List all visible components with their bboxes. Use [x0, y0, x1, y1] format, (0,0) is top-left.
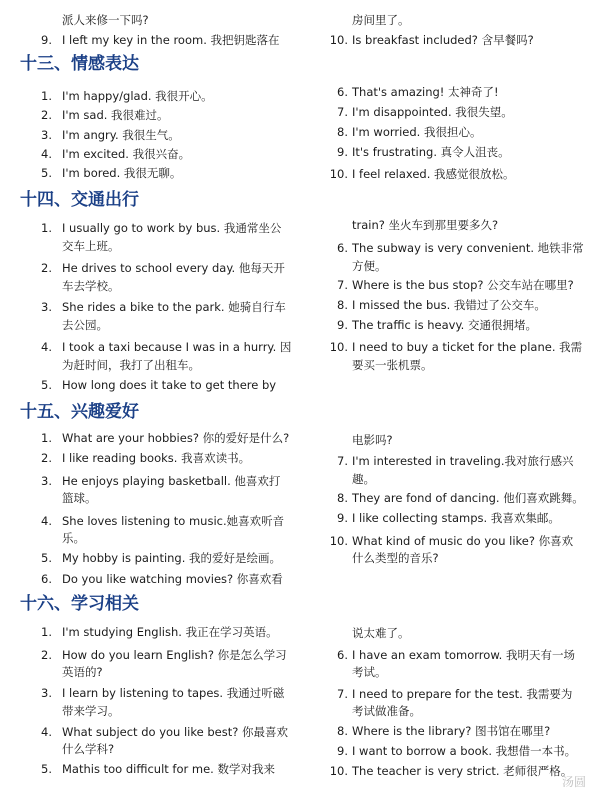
list-item-continuation: 车去学校。	[62, 279, 120, 293]
list-item: My hobby is painting. 我的爱好是绘画。	[62, 551, 282, 565]
list-item: I missed the bus. 我错过了公交车。	[352, 298, 546, 312]
item-number: 3.	[41, 300, 52, 314]
list-item: I like reading books. 我喜欢读书。	[62, 451, 251, 465]
list-item: He enjoys playing basketball. 他喜欢打	[62, 474, 281, 488]
list-item: The subway is very convenient. 地铁非常	[352, 241, 584, 255]
list-item: Do you like watching movies? 你喜欢看	[62, 572, 283, 586]
item-number: 5.	[41, 551, 52, 565]
item-number: 3.	[41, 474, 52, 488]
section-heading-15: 十五、兴趣爱好	[20, 402, 139, 422]
item-number: 7.	[337, 454, 348, 468]
item-number: 4.	[41, 725, 52, 739]
item-number: 10.	[329, 534, 348, 548]
item-number: 5.	[41, 378, 52, 392]
list-item-continuation: 为赶时间，我打了出租车。	[62, 358, 200, 372]
list-item: I need to buy a ticket for the plane. 我需	[352, 340, 583, 354]
list-item: Where is the library? 图书馆在哪里?	[352, 724, 551, 738]
item-number: 1.	[41, 89, 52, 103]
item-number: 2.	[41, 261, 52, 275]
item-number: 2.	[41, 451, 52, 465]
list-item: I like collecting stamps. 我喜欢集邮。	[352, 511, 560, 525]
list-item-continuation: 考试做准备。	[352, 704, 421, 718]
item-number: 7.	[337, 687, 348, 701]
list-item: I feel relaxed. 我感觉很放松。	[352, 167, 515, 181]
list-item: I'm angry. 我很生气。	[62, 128, 180, 142]
list-item-continuation: 电影吗?	[352, 433, 393, 447]
list-item-continuation: 篮球。	[62, 491, 97, 505]
list-item-continuation: train? 坐火车到那里要多久?	[352, 218, 499, 232]
list-item-continuation: 要买一张机票。	[352, 358, 433, 372]
list-item: It's frustrating. 真令人沮丧。	[352, 145, 510, 159]
list-item-continuation: 带来学习。	[62, 704, 120, 718]
list-item-continuation: 交车上班。	[62, 239, 120, 253]
item-number: 6.	[337, 648, 348, 662]
list-item: I'm sad. 我很难过。	[62, 108, 169, 122]
item-number: 8.	[337, 491, 348, 505]
list-item: I'm disappointed. 我很失望。	[352, 105, 513, 119]
list-item: I want to borrow a book. 我想借一本书。	[352, 744, 577, 758]
section-heading-16: 十六、学习相关	[20, 594, 139, 614]
list-item: I'm worried. 我很担心。	[352, 125, 482, 139]
item-number: 6.	[41, 572, 52, 586]
top-left-continuation: 派人来修一下吗?	[62, 13, 149, 27]
item-number: 4.	[41, 514, 52, 528]
item-number: 10.	[329, 167, 348, 181]
item-number: 10.	[329, 764, 348, 778]
list-item-continuation: 趣。	[352, 472, 375, 486]
list-item-continuation: 乐。	[62, 531, 85, 545]
list-item: What kind of music do you like? 你喜欢	[352, 534, 574, 548]
item-number: 8.	[337, 724, 348, 738]
item-number: 1.	[41, 625, 52, 639]
item-number: 7.	[337, 105, 348, 119]
item-number: 3.	[41, 128, 52, 142]
item-number: 4.	[41, 147, 52, 161]
list-item: I'm interested in traveling.我对旅行感兴	[352, 454, 574, 468]
top-right-continuation: 房间里了。	[352, 13, 410, 27]
item-number: 9.	[41, 33, 52, 47]
item-number: 9.	[337, 318, 348, 332]
section-heading-14: 十四、交通出行	[20, 190, 139, 210]
list-item-continuation: 什么学科?	[62, 742, 115, 756]
list-item: He drives to school every day. 他每天开	[62, 261, 285, 275]
list-item: I need to prepare for the test. 我需要为	[352, 687, 573, 701]
item-number: 1.	[41, 431, 52, 445]
list-item: How do you learn English? 你是怎么学习	[62, 648, 287, 662]
list-item: I'm studying English. 我正在学习英语。	[62, 625, 278, 639]
list-item: I'm happy/glad. 我很开心。	[62, 89, 213, 103]
item-number: 4.	[41, 340, 52, 354]
item-number: 2.	[41, 108, 52, 122]
list-item: Mathis too difficult for me. 数学对我来	[62, 762, 275, 776]
list-item: I learn by listening to tapes. 我通过听磁	[62, 686, 285, 700]
list-item: I'm bored. 我很无聊。	[62, 166, 182, 180]
list-item: Is breakfast included? 含早餐吗?	[352, 33, 534, 47]
item-number: 7.	[337, 278, 348, 292]
item-number: 6.	[337, 85, 348, 99]
list-item: I'm excited. 我很兴奋。	[62, 147, 191, 161]
item-number: 8.	[337, 125, 348, 139]
list-item-continuation: 去公园。	[62, 318, 108, 332]
list-item-continuation: 英语的?	[62, 665, 103, 679]
list-item-continuation: 说太难了。	[352, 626, 410, 640]
list-item: Where is the bus stop? 公交车站在哪里?	[352, 278, 574, 292]
list-item-continuation: 什么类型的音乐?	[352, 551, 439, 565]
item-number: 1.	[41, 221, 52, 235]
list-item: That's amazing! 太神奇了!	[352, 85, 499, 99]
item-number: 5.	[41, 762, 52, 776]
item-number: 9.	[337, 744, 348, 758]
item-number: 8.	[337, 298, 348, 312]
section-heading-13: 十三、情感表达	[20, 54, 139, 74]
list-item-continuation: 考试。	[352, 665, 387, 679]
item-number: 9.	[337, 145, 348, 159]
item-number: 3.	[41, 686, 52, 700]
list-item: How long does it take to get there by	[62, 378, 277, 392]
list-item: She rides a bike to the park. 她骑自行车	[62, 300, 286, 314]
item-number: 9.	[337, 511, 348, 525]
list-item: I usually go to work by bus. 我通常坐公	[62, 221, 282, 235]
item-number: 10.	[329, 33, 348, 47]
list-item: I took a taxi because I was in a hurry. 因	[62, 340, 292, 354]
list-item: The traffic is heavy. 交通很拥堵。	[352, 318, 537, 332]
item-number: 2.	[41, 648, 52, 662]
list-item: The teacher is very strict. 老师很严格。	[352, 764, 573, 778]
watermark: 汤圆	[561, 775, 586, 789]
list-item: I have an exam tomorrow. 我明天有一场	[352, 648, 575, 662]
list-item: She loves listening to music.她喜欢听音	[62, 514, 285, 528]
list-item: I left my key in the room. 我把钥匙落在	[62, 33, 280, 47]
item-number: 5.	[41, 166, 52, 180]
list-item: What subject do you like best? 你最喜欢	[62, 725, 288, 739]
list-item-continuation: 方便。	[352, 259, 387, 273]
item-number: 10.	[329, 340, 348, 354]
item-number: 6.	[337, 241, 348, 255]
list-item: What are your hobbies? 你的爱好是什么?	[62, 431, 290, 445]
list-item: They are fond of dancing. 他们喜欢跳舞。	[352, 491, 584, 505]
